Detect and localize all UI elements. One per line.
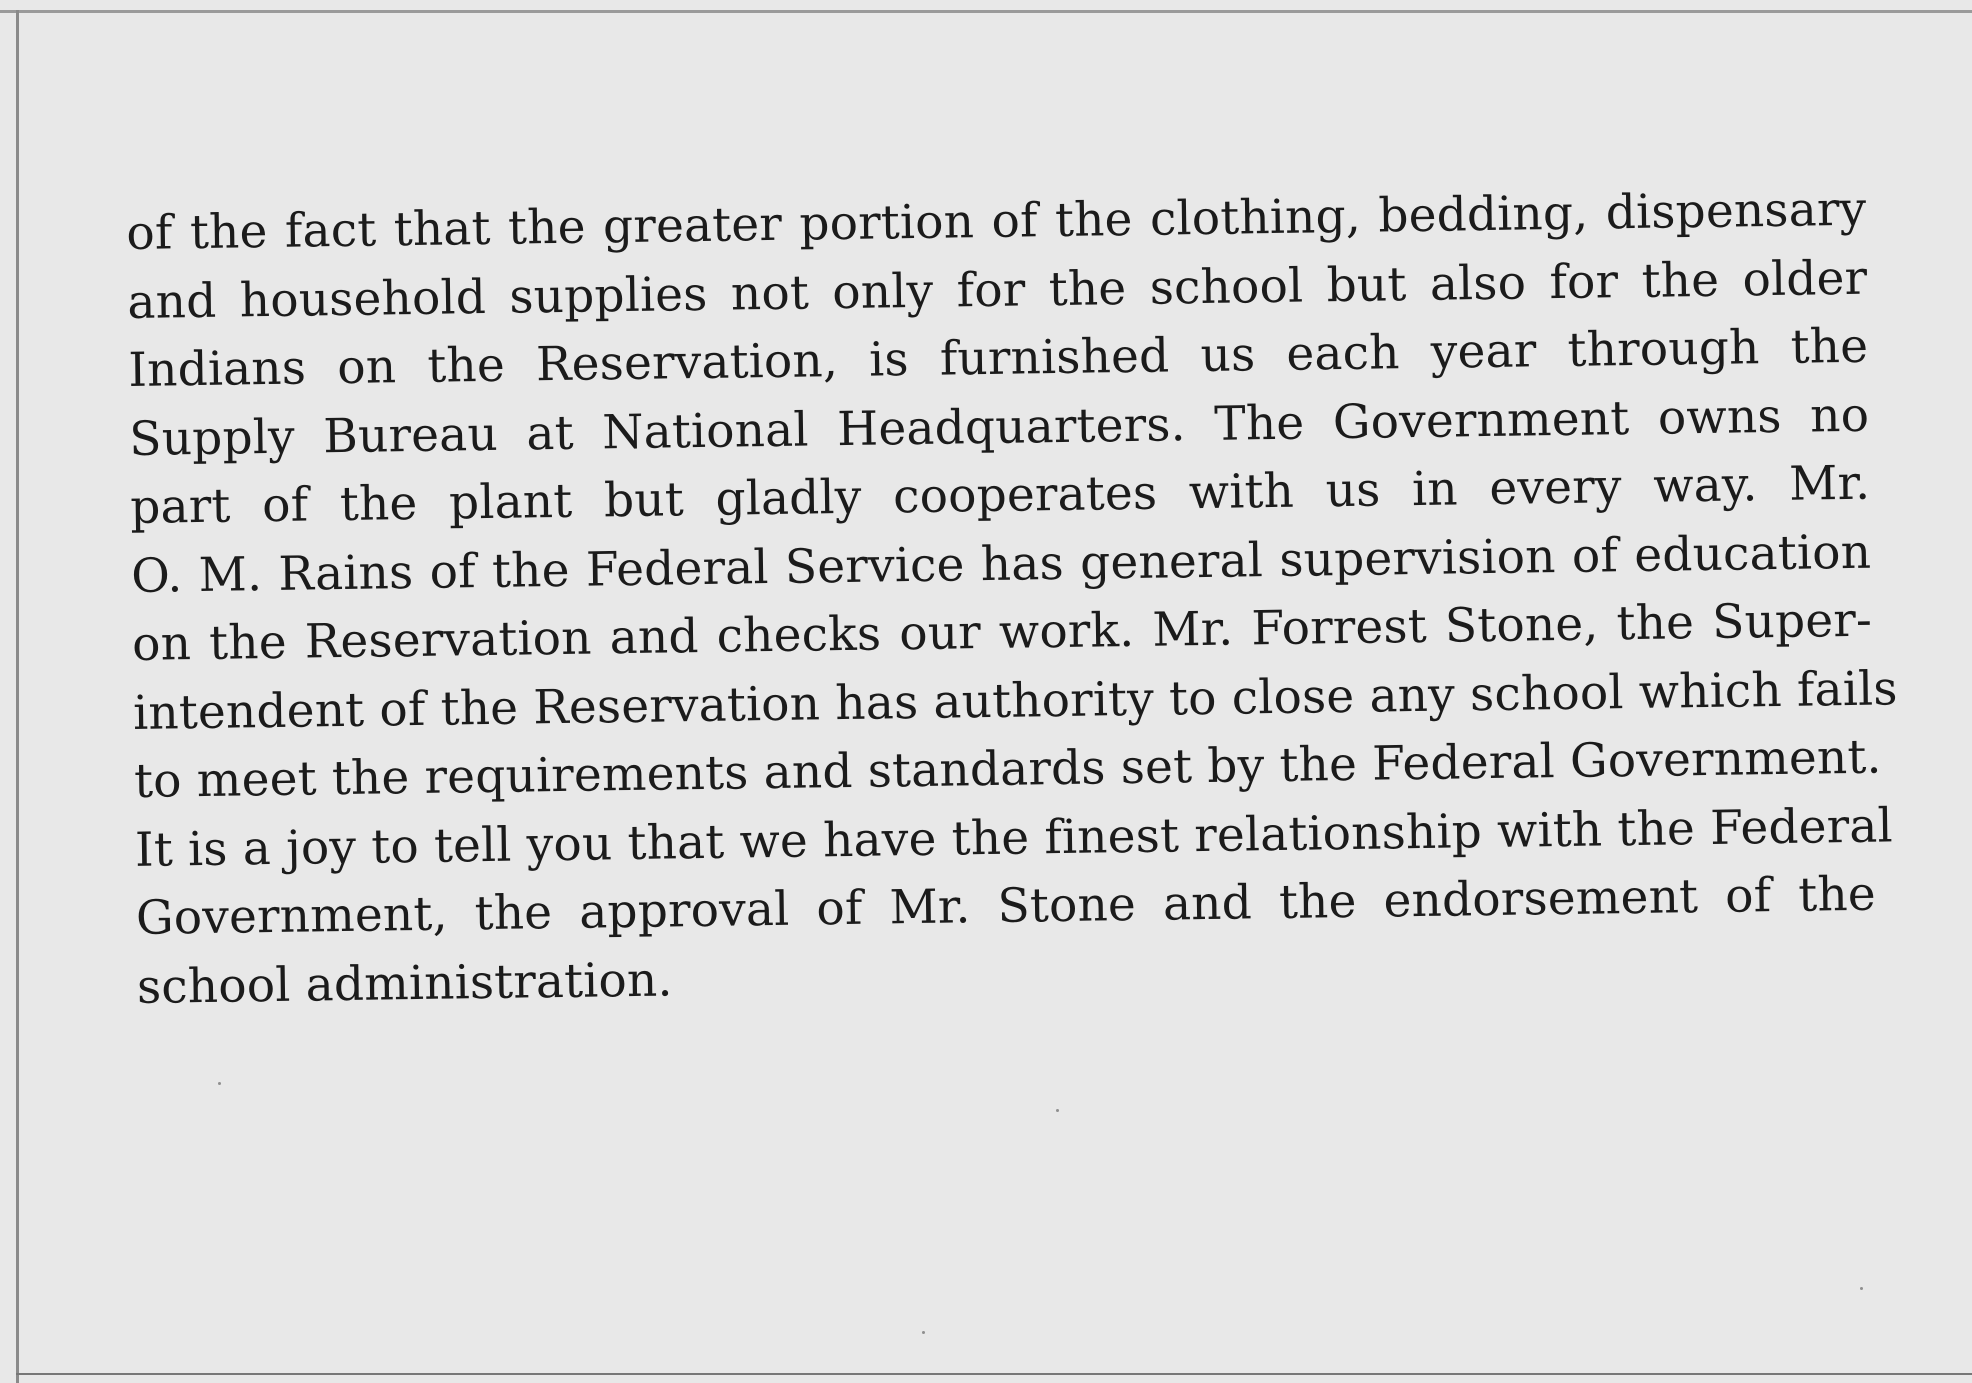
text-line: It is a joy to tell you that we have the finest relationship with the Federal	[134, 797, 1894, 878]
text-line: O. M. Rains of the Federal Service has general supervision of education	[130, 524, 1872, 604]
text-line: to meet the requirements and standards set by the Federal Government.	[133, 729, 1882, 809]
text-line: of the fact that the greater portion of the clothing, bedding, dispensary	[126, 181, 1867, 261]
text-line: Indians on the Reservation, is furnished us each year through the	[127, 318, 1869, 398]
paper-speck	[922, 1331, 925, 1334]
body-paragraph	[126, 176, 1898, 1080]
page-left-edge	[16, 10, 19, 1383]
page-bottom-edge	[16, 1373, 1972, 1375]
text-line: intendent of the Reservation has authority to close any school which fails	[132, 660, 1898, 741]
text-line: part of the plant but gladly cooperates with us in every way. Mr.	[129, 455, 1871, 535]
page-top-edge	[0, 10, 1972, 13]
text-line: Government, the approval of Mr. Stone and the endorsement of the	[135, 866, 1877, 946]
text-line: Supply Bureau at National Headquarters. The Government owns no	[128, 387, 1870, 467]
paper-speck	[218, 1082, 221, 1085]
text-line: on the Reservation and checks our work. Mr. Forrest Stone, the Super-	[131, 592, 1873, 672]
paper-speck	[1860, 1287, 1863, 1290]
text-line: and household supplies not only for the school but also for the older	[127, 250, 1868, 330]
text-line: school administration.	[136, 951, 673, 1015]
paper-speck	[1056, 1109, 1059, 1112]
